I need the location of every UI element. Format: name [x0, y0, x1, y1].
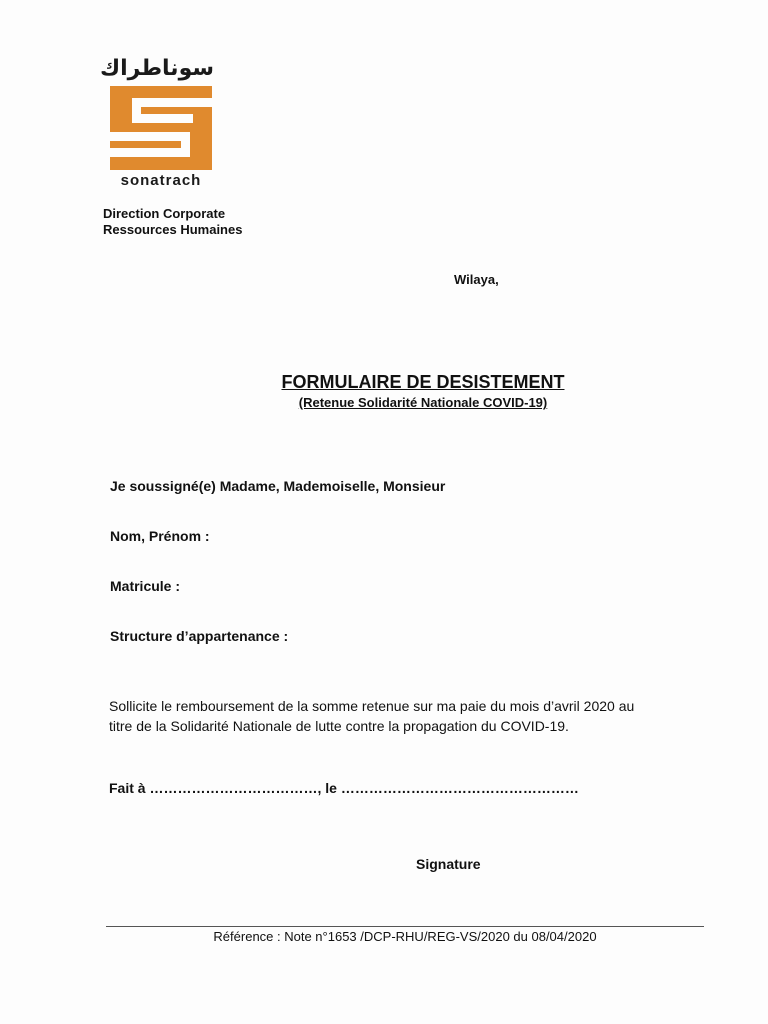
- structure-label: Structure d’appartenance :: [110, 628, 289, 644]
- matricule-label: Matricule :: [110, 578, 181, 594]
- fait-label: Fait à: [109, 780, 146, 796]
- nom-prenom-label: Nom, Prénom :: [110, 528, 210, 544]
- reference-note: Référence : Note n°1653 /DCP-RHU/REG-VS/2020 du 08/04/2020: [213, 929, 597, 944]
- request-line-1: Sollicite le remboursement de la somme retenue sur ma paie du mois d’avril 2020 au: [109, 698, 635, 714]
- wilaya-label: Wilaya,: [454, 272, 499, 287]
- le-label: , le: [317, 780, 337, 796]
- signature-label: Signature: [416, 856, 481, 872]
- logo-wordmark: sonatrach: [120, 172, 202, 189]
- date-dots: ……………………………………………: [340, 780, 579, 796]
- logo-arabic-name: سوناطراك: [99, 56, 214, 81]
- department-line-2: Ressources Humaines: [103, 222, 243, 237]
- soussigne-label: Je soussigné(e) Madame, Mademoiselle, Monsieur: [110, 478, 446, 494]
- department-block: [103, 206, 242, 238]
- place-dots: ………………………………: [149, 780, 318, 796]
- place-date-line: [109, 780, 579, 796]
- footer-divider: [106, 926, 704, 927]
- department-line-1: Direction Corporate: [103, 206, 226, 221]
- sonatrach-logo-icon: [110, 86, 212, 170]
- form-title: FORMULAIRE DE DESISTEMENT: [281, 372, 565, 392]
- form-subtitle: (Retenue Solidarité Nationale COVID-19): [298, 395, 548, 410]
- request-line-2: titre de la Solidarité Nationale de lutte contre la propagation du COVID-19.: [109, 718, 569, 734]
- request-paragraph: [109, 696, 709, 736]
